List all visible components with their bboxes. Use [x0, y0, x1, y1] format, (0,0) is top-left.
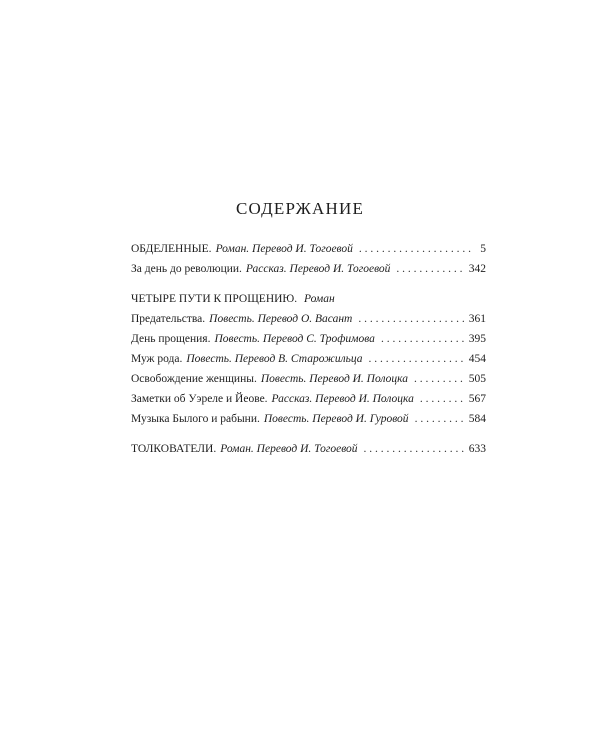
- toc-group-1: [131, 239, 486, 279]
- page-number: 567: [468, 393, 486, 405]
- entry-note: Повесть. Перевод С. Трофимова: [214, 333, 375, 345]
- dot-leader: [396, 259, 465, 279]
- entry-title: Заметки об Уэреле и Йеове.: [131, 393, 268, 405]
- page-number: 5: [480, 243, 486, 255]
- entry-title: За день до революции.: [131, 263, 242, 275]
- page-number: 395: [468, 333, 486, 345]
- page-number: 633: [468, 443, 486, 455]
- entry-note: Повесть. Перевод И. Гуровой: [263, 413, 409, 425]
- toc-entry: [131, 329, 486, 349]
- toc-entry: [131, 259, 486, 279]
- toc-group-2: [131, 289, 486, 429]
- page-number: 505: [468, 373, 486, 385]
- dot-leader: [381, 329, 466, 349]
- dot-leader: [414, 369, 466, 389]
- toc-entry: [131, 239, 486, 259]
- page-number: 342: [468, 263, 486, 275]
- toc-entry: [131, 369, 486, 389]
- page-number: 454: [468, 353, 486, 365]
- dot-leader: [358, 309, 465, 329]
- entry-note: Повесть. Перевод И. Полоцка: [260, 373, 408, 385]
- toc-entry: [131, 389, 486, 409]
- entry-title: Муж рода.: [131, 353, 183, 365]
- toc-entry: [131, 439, 486, 459]
- entry-title: Музыка Былого и рабыни.: [131, 413, 260, 425]
- entry-note: Роман. Перевод И. Тогоевой: [215, 243, 353, 255]
- entry-note: Рассказ. Перевод И. Тогоевой: [245, 263, 391, 275]
- toc-entry: [131, 309, 486, 329]
- dot-leader: [359, 239, 473, 259]
- toc-entry: [131, 349, 486, 369]
- toc-entry: [131, 409, 486, 429]
- section-heading-title: ЧЕТЫРЕ ПУТИ К ПРОЩЕНИЮ.: [131, 293, 298, 305]
- page-number: 361: [468, 313, 486, 325]
- entry-note: Повесть. Перевод О. Васант: [209, 313, 353, 325]
- dot-leader: [369, 349, 466, 369]
- section-heading-note: Роман: [304, 293, 335, 305]
- section-heading: [131, 289, 486, 309]
- entry-title: Предательства.: [131, 313, 206, 325]
- dot-leader: [415, 409, 466, 429]
- dot-leader: [420, 389, 466, 409]
- page-number: 584: [468, 413, 486, 425]
- table-of-contents: [131, 239, 486, 459]
- entry-note: Рассказ. Перевод И. Полоцка: [271, 393, 414, 405]
- toc-group-3: [131, 439, 486, 459]
- entry-title: Освобождение женщины.: [131, 373, 257, 385]
- entry-note: Повесть. Перевод В. Старожильца: [186, 353, 363, 365]
- dot-leader: [364, 439, 466, 459]
- entry-title: День прощения.: [131, 333, 211, 345]
- entry-note: Роман. Перевод И. Тогоевой: [220, 443, 358, 455]
- page-title: СОДЕРЖАНИЕ: [235, 199, 365, 218]
- entry-title: ОБДЕЛЕННЫЕ.: [131, 243, 212, 255]
- entry-title: ТОЛКОВАТЕЛИ.: [131, 443, 217, 455]
